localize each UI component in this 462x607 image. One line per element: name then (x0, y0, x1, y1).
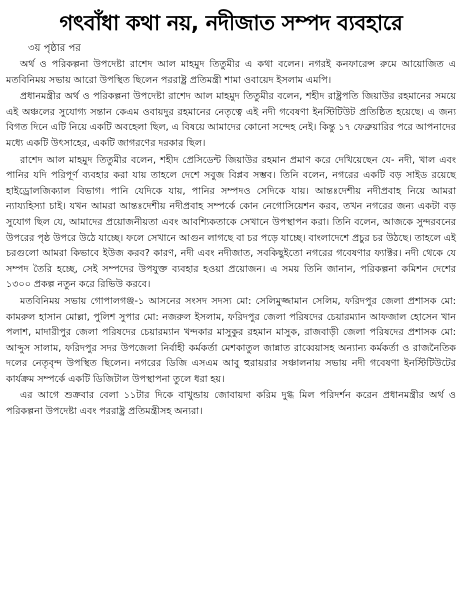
article-paragraph: মতবিনিময় সভায় গোপালগঞ্জ-১ আসনের সংসদ সদস্য মো: সেলিমুজ্জামান সেলিম, ফরিদপুর জেলা প্রশাসক মো: কামরুল হাসান মোল্লা, পুলিশ সুপার মো: নজরুল ইসলাম, ফরিদপুর জেলা পরিষদের চেয়ারম্যান আফজাল হোসেন খান পলাশ, মাদারীপুর জেলা পরিষদের চেয়ারম্যান খন্দকার মাসুকুর রহমান মাসুক, রাজবাড়ী জেলা পরিষদের প্রশাসক মো: আব্দুস সালাম, ফরিদপুর সদর উপজেলা নির্বাহী কর্মকর্তা মেশকাতুল জান্নাত রাব্বেয়াসহ অন্যান্য কর্মকর্তা ও রাজনৈতিক দলের নেতৃবৃন্দ উপস্থিত ছিলেন। নগরের ডিজি এসএম আবু হুরায়রার সঞ্চালনায় সভায় নদী গবেষণা ইনস্টিটিউটের কার্যক্রম সম্পর্কে একটি ডিজিটাল উপস্থাপনা তুলে ধরা হয়। (6, 295, 456, 385)
article-paragraph: এর আগে শুক্রবার বেলা ১১টার দিকে বাখুন্ডায় জোবায়দা করিম দুগ্ধ মিল পরিদর্শন করেন প্রধানমন্ত্রীর অর্থ ও পরিকল্পনা উপদেষ্টা এবং পররাষ্ট্র প্রতিমন্ত্রীসহ অন্যরা। (6, 390, 456, 418)
article-paragraph: অর্থ ও পরিকল্পনা উপদেষ্টা রাশেদ আল মাহমুদ তিতুমীর এ কথা বলেন। নগরই কনফারেন্স রুমে আয়োজিত এ মতবিনিময় সভায় আরো উপস্থিত ছিলেন পররাষ্ট্র প্রতিমন্ত্রী শামা ওবায়েদ ইসলাম এমপি। (6, 59, 456, 86)
article-paragraph: রাশেদ আল মাহমুদ তিতুমীর বলেন, শহীদ প্রেসিডেন্ট জিয়াউর রহমান প্রমাণ করে দেখিয়েছেন যে- নদী, খাল এবং পানির যদি পরিপূর্ণ ব্যবহার করা যায় তাহলে দেশে সবুজ বিপ্লব সম্ভব। তিনি বলেন, নগরের একটি বড় সাইড রয়েছে হাইড্রোলজিক্যাল বিভাগ। পানি যেদিকে যায়, পানির সম্পদও সেদিকে যায়। আন্তঃদেশীয় নদীপ্রবাহ নিয়ে আমরা ন্যায্যহিস্যা চাই। যখন আমরা আন্তঃদেশীয় নদীপ্রবাহ সম্পর্কে কোন নেগোসিয়েশন করব, তখন নগরের জন্য একটা বড় সুযোগ ছিল যে, আমাদের প্রয়োজনীয়তা এবং আবশ্যিকতাকে সেখানে উপস্থাপন করা। তিনি বলেন, আজকে সুন্দরবনের উপরের পৃষ্ঠ উপরে উঠে যাচ্ছে। ফলে সেখানে আগুন লাগছে বা চর পড়ে যাচ্ছে। বাংলাদেশে প্রচুর চর উঠছে। তাহলে এই চরগুলো আমরা কিভাবে ইউজ করব? কারণ, নদী এবং নদীজাত, সবকিছুইতো নগরের গবেষণার ফ্যাক্টর। নদী থেকে যে সম্পদ তৈরি হচ্ছে, সেই সম্পদের উপযুক্ত ব্যবহার হওয়া প্রয়োজন। এ সময় তিনি জানান, পরিকল্পনা কমিশন দেশের ১৩০০ প্রকল্প নতুন করে রিভিউ করবে। (6, 154, 456, 291)
article-headline: গৎবাঁধা কথা নয়, নদীজাত সম্পদ ব্যবহারে (59, 11, 403, 35)
continued-from-note: ৩য় পৃষ্ঠার পর (28, 43, 81, 54)
article-body (6, 57, 456, 420)
article-paragraph: প্রধানমন্ত্রীর অর্থ ও পরিকল্পনা উপদেষ্টা রাশেদ আল মাহমুদ তিতুমীর বলেন, শহীদ রাষ্ট্রপতি জিয়াউর রহমানের সময়ে এই অঞ্চলের সুযোগ্য সন্তান কেএম ওবায়দুর রহমানের নেতৃত্বে এই নদী গবেষণা ইনস্টিটিউট প্রতিষ্ঠিত হয়েছে। এ জন্য বিগত দিনে এটি নিয়ে একটি অবহেলা ছিল, এ বিষয়ে আমাদের কোনো সন্দেহ নেই। কিন্তু ১৭ ফেব্রুয়ারির পরে আপনাদের মধ্যে একটি উৎসাহের, একটি জাগরণের দরকার ছিল। (6, 91, 456, 149)
